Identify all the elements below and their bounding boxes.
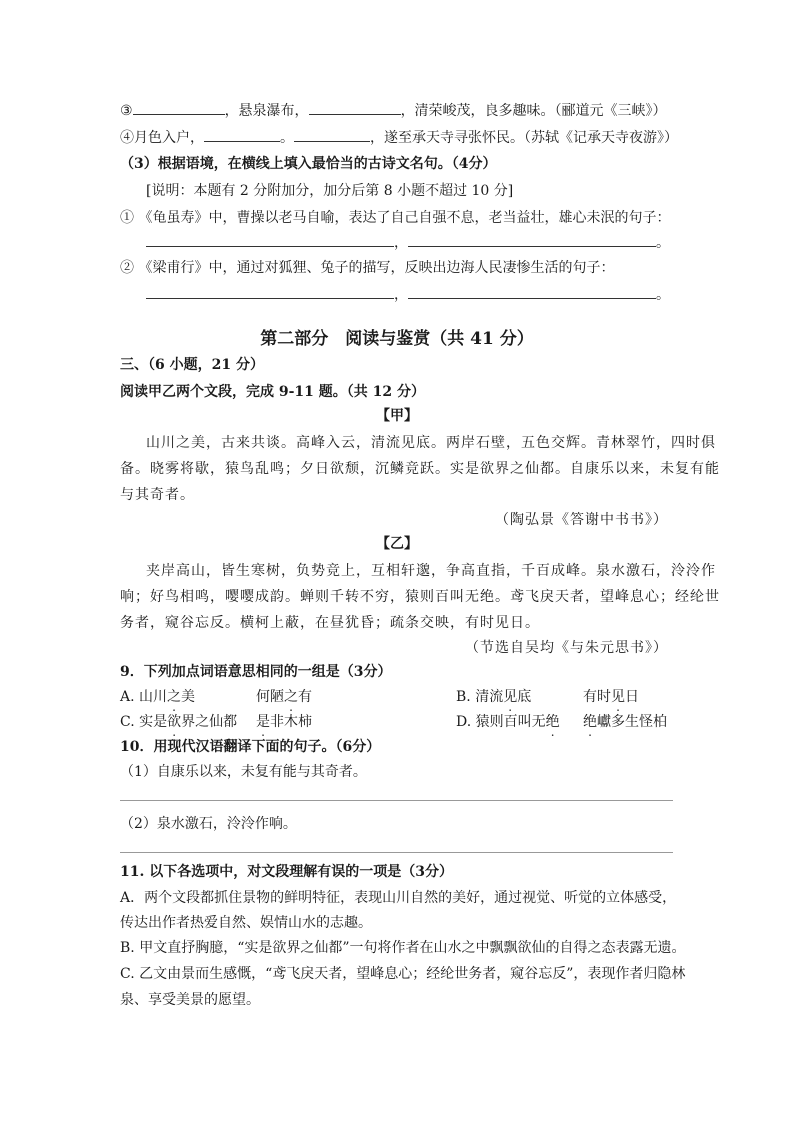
q9-option-c-pair: 是非木柿 [256, 714, 312, 730]
q9-option-c: C. 实是欲界之仙都 [120, 714, 238, 730]
part3-item2-blanks: ， 。 [146, 284, 670, 305]
answer-blank[interactable] [309, 100, 401, 115]
section-sub: 三、（6 小题，21 分） [120, 357, 264, 373]
answer-line[interactable] [120, 852, 673, 853]
q11-option-c-cont: 泉、享受美景的愿望。 [120, 992, 260, 1008]
part3-heading: （3）根据语境，在横线上填入最恰当的古诗文名句。（4分） [120, 156, 497, 172]
q9-stem: 9．下列加点词语意思相同的一组是（3分） [120, 664, 392, 680]
q10-stem: 10．用现代汉语翻译下面的句子。（6分） [120, 739, 381, 755]
recite-q3: ③ ，悬泉瀑布， ，清荣峻茂，良多趣味。（郦道元《三峡》） [120, 100, 667, 121]
part3-item1: ① 《龟虽寿》中，曹操以老马自喻，表达了自己自强不息，老当益壮，雄心未泯的句子： [120, 210, 671, 226]
q11-option-a-cont: 传达出作者热爱自然、娱情山水的志趣。 [120, 915, 372, 931]
section-title: 第二部分 阅读与鉴赏（共 41 分） [260, 329, 534, 349]
answer-blank[interactable] [294, 127, 370, 142]
q9-option-a-pair: 何陋之有 [256, 689, 312, 705]
q9-option-d: D. 猿则百叫无绝 [456, 714, 560, 730]
passage-jia-line: 山川之美，古来共谈。高峰入云，清流见底。两岸石壁，五色交辉。青林翠竹，四时俱 [146, 435, 716, 451]
passage-jia-line: 备。晓雾将歇，猿鸟乱鸣；夕日欲颓，沉鳞竞跃。实是欲界之仙都。自康乐以来，未复有能 [120, 461, 720, 477]
recite-q4: ④月色入户， 。 ，遂至承天寺寻张怀民。（苏轼《记承天寺夜游》） [120, 127, 678, 148]
q11-option-a: A．两个文段都抓住景物的鲜明特征，表现山川自然的美好，通过视觉、听觉的立体感受， [120, 890, 677, 906]
q9-option-b: B. 清流见底 [456, 689, 532, 705]
q10-sentence-2: （2）泉水激石，泠泠作响。 [120, 816, 297, 832]
passage-yi-line: 响；好鸟相鸣，嘤嘤成韵。蝉则千转不穷，猿则百叫无绝。鸢飞戾天者，望峰息心；经纶世 [120, 589, 720, 605]
passage-yi-line: 务者，窥谷忘反。横柯上蔽，在昼犹昏；疏条交映，有时见日。 [120, 615, 540, 631]
section-intro: 阅读甲乙两个文段，完成 9-11 题。（共 12 分） [120, 384, 426, 400]
passage-yi-source: （节选自吴均《与朱元思书》） [465, 640, 668, 656]
answer-blank[interactable] [146, 232, 394, 247]
q9-option-d-pair: 绝巘多生怪柏 [583, 714, 667, 730]
part3-item2: ② 《梁甫行》中，通过对狐狸、兔子的描写，反映出边海人民凄惨生活的句子： [120, 260, 615, 276]
q11-option-b: B. 甲文直抒胸臆，“实是欲界之仙都”一句将作者在山水之中飘飘欲仙的自得之态表露无遗。 [120, 940, 686, 956]
q9-option-b-pair: 有时见日 [583, 689, 639, 705]
passage-jia-source: （陶弘景《答谢中书书》） [495, 512, 668, 528]
part3-item1-blanks: ， 。 [146, 232, 670, 253]
part3-note: [说明：本题有 2 分附加分，加分后第 8 小题不超过 10 分] [146, 183, 514, 199]
passage-yi-line: 夹岸高山，皆生寒树，负势竞上，互相轩邈，争高直指，千百成峰。泉水激石，泠泠作 [146, 563, 716, 579]
answer-blank[interactable] [204, 127, 280, 142]
answer-line[interactable] [120, 800, 673, 801]
passage-jia-label: 【甲】 [376, 408, 418, 424]
answer-blank[interactable] [408, 232, 656, 247]
passage-jia-line: 与其奇者。 [120, 487, 195, 503]
answer-blank[interactable] [408, 284, 656, 299]
q9-option-a: A. 山川之美 [120, 689, 196, 705]
q11-option-c: C. 乙文由景而生感慨，“鸢飞戾天者，望峰息心；经纶世务者，窥谷忘反”，表现作者归隐林 [120, 966, 686, 982]
answer-blank[interactable] [133, 100, 225, 115]
answer-blank[interactable] [146, 284, 394, 299]
q11-stem: 11. 以下各选项中，对文段理解有误的一项是（3分） [120, 864, 453, 880]
q10-sentence-1: （1）自康乐以来，未复有能与其奇者。 [120, 764, 367, 780]
passage-yi-label: 【乙】 [376, 536, 418, 552]
